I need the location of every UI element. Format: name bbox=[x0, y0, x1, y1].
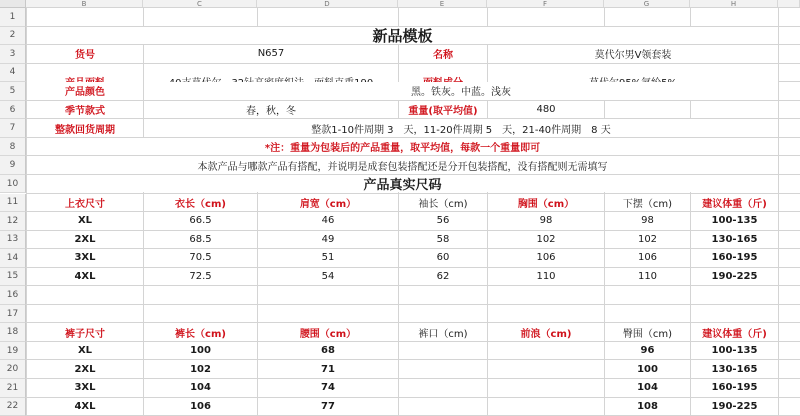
top-cell-0-4[interactable]: 98 bbox=[488, 212, 604, 230]
label-item-no[interactable]: 货号 bbox=[27, 45, 143, 63]
value-season[interactable]: 春，秋，冬 bbox=[144, 101, 398, 119]
top-cell-1-4[interactable]: 102 bbox=[488, 231, 604, 249]
row-header-14[interactable]: 14 bbox=[0, 249, 26, 268]
row-header-13[interactable]: 13 bbox=[0, 231, 26, 250]
top-header-1[interactable]: 衣长（cm) bbox=[144, 194, 257, 212]
column-header-C[interactable]: C bbox=[143, 0, 257, 8]
pants-cell-3-0[interactable]: 4XL bbox=[27, 398, 143, 416]
row-header-15[interactable]: 15 bbox=[0, 268, 26, 287]
pants-cell-0-0[interactable]: XL bbox=[27, 342, 143, 360]
row-header-21[interactable]: 21 bbox=[0, 379, 26, 398]
top-cell-3-0[interactable]: 4XL bbox=[27, 268, 143, 286]
value-weight[interactable]: 480 bbox=[488, 101, 604, 119]
column-header-B[interactable]: B bbox=[26, 0, 143, 8]
value-item-no[interactable]: N657 bbox=[144, 45, 398, 63]
top-cell-1-1[interactable]: 68.5 bbox=[144, 231, 257, 249]
column-header-D[interactable]: D bbox=[257, 0, 398, 8]
row-header-6[interactable]: 6 bbox=[0, 101, 26, 120]
pants-header-3[interactable]: 裤口（cm) bbox=[399, 323, 487, 341]
pants-cell-2-3[interactable] bbox=[399, 379, 487, 397]
value-return-period[interactable]: 整款1-10件周期 3 天，11-20件周期 5 天，21-40件周期 8 天 bbox=[144, 119, 778, 137]
top-cell-1-3[interactable]: 58 bbox=[399, 231, 487, 249]
top-cell-2-0[interactable]: 3XL bbox=[27, 249, 143, 267]
column-header-F[interactable]: F bbox=[487, 0, 604, 8]
pants-cell-0-2[interactable]: 68 bbox=[258, 342, 398, 360]
grid-line bbox=[26, 304, 800, 305]
pants-cell-0-5[interactable]: 96 bbox=[605, 342, 690, 360]
pants-header-2[interactable]: 腰围（cm） bbox=[258, 323, 398, 341]
row-header-18[interactable]: 18 bbox=[0, 323, 26, 342]
pants-cell-3-5[interactable]: 108 bbox=[605, 398, 690, 416]
label-season[interactable]: 季节款式 bbox=[27, 101, 143, 119]
top-cell-0-6[interactable]: 100-135 bbox=[691, 212, 778, 230]
top-cell-3-5[interactable]: 110 bbox=[605, 268, 690, 286]
label-name[interactable]: 名称 bbox=[399, 45, 487, 63]
column-header-E[interactable]: E bbox=[398, 0, 487, 8]
top-cell-3-6[interactable]: 190-225 bbox=[691, 268, 778, 286]
top-cell-3-3[interactable]: 62 bbox=[399, 268, 487, 286]
pants-cell-1-3[interactable] bbox=[399, 360, 487, 378]
top-header-2[interactable]: 肩宽（cm） bbox=[258, 194, 398, 212]
size-table-title[interactable]: 产品真实尺码 bbox=[27, 175, 778, 193]
pants-cell-3-3[interactable] bbox=[399, 398, 487, 416]
pants-cell-1-1[interactable]: 102 bbox=[144, 360, 257, 378]
top-cell-0-1[interactable]: 66.5 bbox=[144, 212, 257, 230]
pants-cell-1-4[interactable] bbox=[488, 360, 604, 378]
pants-cell-1-6[interactable]: 130-165 bbox=[691, 360, 778, 378]
row-header-20[interactable]: 20 bbox=[0, 360, 26, 379]
pants-cell-1-2[interactable]: 71 bbox=[258, 360, 398, 378]
pants-cell-2-2[interactable]: 74 bbox=[258, 379, 398, 397]
grid-line bbox=[26, 7, 800, 8]
top-cell-2-5[interactable]: 106 bbox=[605, 249, 690, 267]
top-cell-3-2[interactable]: 54 bbox=[258, 268, 398, 286]
row-header-7[interactable]: 7 bbox=[0, 119, 26, 138]
value-color[interactable]: 黑。铁灰。中蓝。浅灰 bbox=[144, 82, 778, 100]
label-color[interactable]: 产品颜色 bbox=[27, 82, 143, 100]
pants-cell-0-6[interactable]: 100-135 bbox=[691, 342, 778, 360]
top-cell-0-3[interactable]: 56 bbox=[399, 212, 487, 230]
pants-cell-0-3[interactable] bbox=[399, 342, 487, 360]
pants-cell-2-1[interactable]: 104 bbox=[144, 379, 257, 397]
top-header-6[interactable]: 建议体重（斤) bbox=[691, 194, 778, 212]
pants-cell-0-4[interactable] bbox=[488, 342, 604, 360]
row-header-22[interactable]: 22 bbox=[0, 398, 26, 416]
row-header-1[interactable]: 1 bbox=[0, 8, 26, 27]
pants-cell-1-5[interactable]: 100 bbox=[605, 360, 690, 378]
top-cell-2-1[interactable]: 70.5 bbox=[144, 249, 257, 267]
top-cell-1-2[interactable]: 49 bbox=[258, 231, 398, 249]
label-weight[interactable]: 重量(取平均值) bbox=[399, 101, 487, 119]
top-header-3[interactable]: 袖长（cm) bbox=[399, 194, 487, 212]
row-header-19[interactable]: 19 bbox=[0, 342, 26, 361]
top-cell-3-4[interactable]: 110 bbox=[488, 268, 604, 286]
pants-cell-3-1[interactable]: 106 bbox=[144, 398, 257, 416]
top-cell-0-0[interactable]: XL bbox=[27, 212, 143, 230]
pants-cell-0-1[interactable]: 100 bbox=[144, 342, 257, 360]
row-header-9[interactable]: 9 bbox=[0, 156, 26, 175]
grid-line bbox=[26, 285, 800, 286]
pants-header-4[interactable]: 前浪（cm) bbox=[488, 323, 604, 341]
pants-cell-1-0[interactable]: 2XL bbox=[27, 360, 143, 378]
top-cell-3-1[interactable]: 72.5 bbox=[144, 268, 257, 286]
top-cell-2-2[interactable]: 51 bbox=[258, 249, 398, 267]
pants-header-1[interactable]: 裤长（cm) bbox=[144, 323, 257, 341]
pants-cell-2-0[interactable]: 3XL bbox=[27, 379, 143, 397]
top-cell-0-2[interactable]: 46 bbox=[258, 212, 398, 230]
row-header-11[interactable]: 11 bbox=[0, 194, 26, 213]
pants-cell-3-6[interactable]: 190-225 bbox=[691, 398, 778, 416]
top-cell-1-0[interactable]: 2XL bbox=[27, 231, 143, 249]
row-header-12[interactable]: 12 bbox=[0, 212, 26, 231]
pants-cell-2-6[interactable]: 160-195 bbox=[691, 379, 778, 397]
label-return-period[interactable]: 整款回货周期 bbox=[27, 119, 143, 137]
top-header-5[interactable]: 下摆（cm) bbox=[605, 194, 690, 212]
pants-cell-3-2[interactable]: 77 bbox=[258, 398, 398, 416]
top-cell-2-4[interactable]: 106 bbox=[488, 249, 604, 267]
row-header-16[interactable]: 16 bbox=[0, 286, 26, 305]
top-cell-2-6[interactable]: 160-195 bbox=[691, 249, 778, 267]
pants-header-5[interactable]: 臀围（cm) bbox=[605, 323, 690, 341]
row-header-3[interactable]: 3 bbox=[0, 45, 26, 64]
column-header-H[interactable]: H bbox=[690, 0, 778, 8]
top-header-4[interactable]: 胸围（cm） bbox=[488, 194, 604, 212]
top-cell-0-5[interactable]: 98 bbox=[605, 212, 690, 230]
row-header-8[interactable]: 8 bbox=[0, 138, 26, 157]
pants-cell-2-5[interactable]: 104 bbox=[605, 379, 690, 397]
row-header-10[interactable]: 10 bbox=[0, 175, 26, 194]
select-all-corner[interactable] bbox=[0, 0, 26, 8]
value-name[interactable]: 莫代尔男V领套装 bbox=[488, 45, 778, 63]
column-header-G[interactable]: G bbox=[604, 0, 690, 8]
weight-note[interactable]: *注：重量为包装后的产品重量，取平均值，每款一个重量即可 bbox=[27, 138, 778, 156]
top-cell-2-3[interactable]: 60 bbox=[399, 249, 487, 267]
row-header-4[interactable]: 4 bbox=[0, 64, 26, 83]
row-header-5[interactable]: 5 bbox=[0, 82, 26, 101]
pants-cell-2-4[interactable] bbox=[488, 379, 604, 397]
row-header-17[interactable]: 17 bbox=[0, 305, 26, 324]
pants-cell-3-4[interactable] bbox=[488, 398, 604, 416]
pants-header-0[interactable]: 裤子尺寸 bbox=[27, 323, 143, 341]
top-header-0[interactable]: 上衣尺寸 bbox=[27, 194, 143, 212]
matching-note[interactable]: 本款产品与哪款产品有搭配，并说明是成套包装搭配还是分开包装搭配，没有搭配则无需填写 bbox=[27, 156, 778, 174]
pants-header-6[interactable]: 建议体重（斤) bbox=[691, 323, 778, 341]
row-header-2[interactable]: 2 bbox=[0, 27, 26, 46]
top-cell-1-6[interactable]: 130-165 bbox=[691, 231, 778, 249]
top-cell-1-5[interactable]: 102 bbox=[605, 231, 690, 249]
sheet-title[interactable]: 新品模板 bbox=[27, 27, 778, 45]
